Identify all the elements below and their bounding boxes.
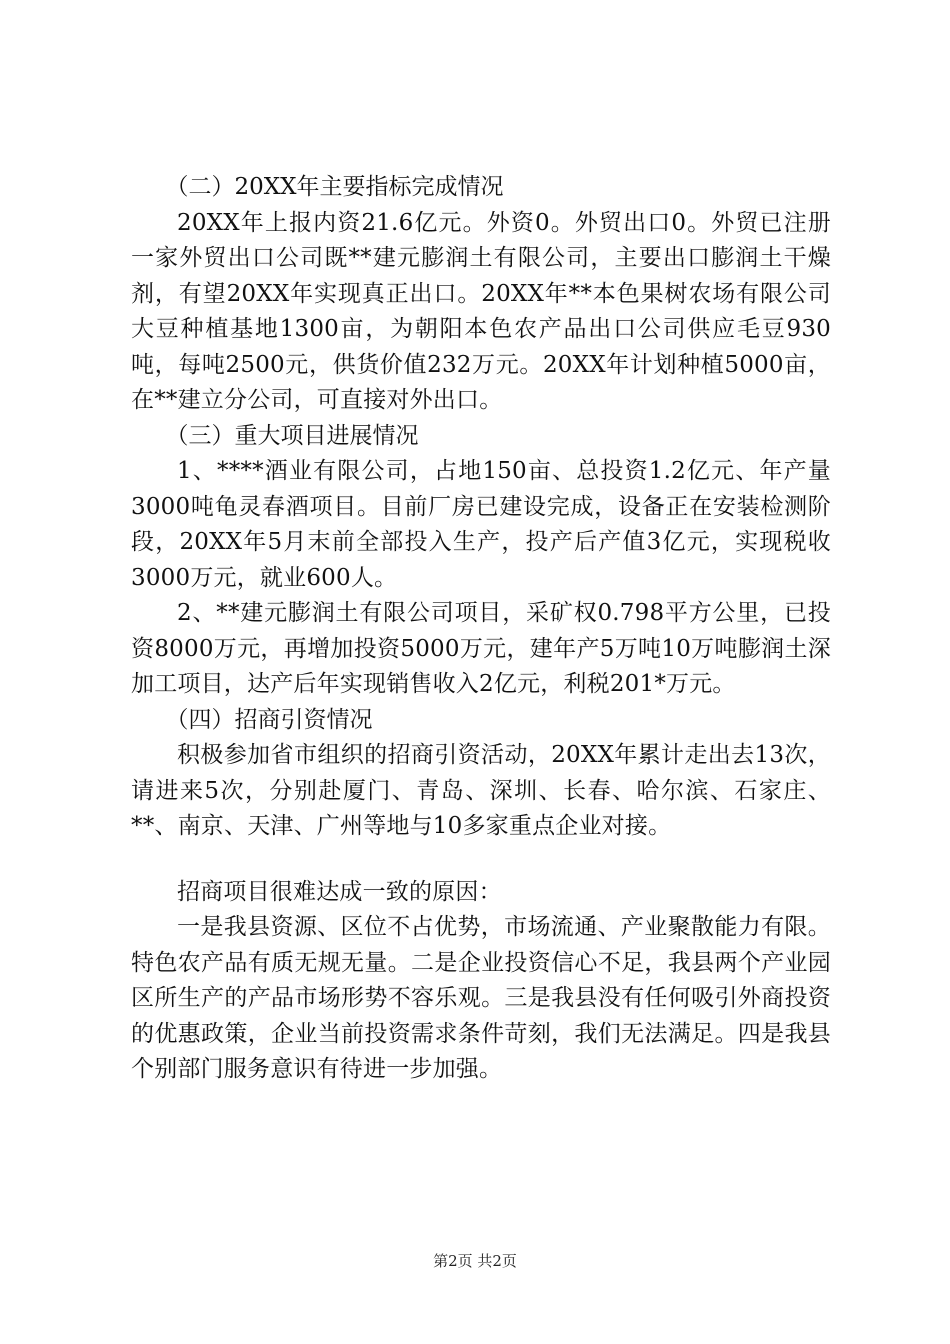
paragraph-reasons-intro: 招商项目很难达成一致的原因：	[177, 878, 502, 905]
document-body	[131, 170, 831, 1088]
paragraph-project-1: 1、****酒业有限公司，占地150亩、总投资1.2亿元、年产量3000吨龟灵春酒项目。目前厂房已建设完成，设备正在安装检测阶段，20XX年5月末前全部投入生产，投产后产值3亿元，实现税收3000万元，就业600人。	[131, 458, 831, 591]
page-footer: 第2页 共2页	[433, 1252, 517, 1270]
section-heading-major-projects: （三）重大项目进展情况	[165, 422, 419, 449]
paragraph-investment: 积极参加省市组织的招商引资活动，20XX年累计走出去13次，请进来5次，分别赴厦门、青岛、深圳、长春、哈尔滨、石家庄、**、南京、天津、广州等地与10多家重点企业对接。	[131, 742, 831, 839]
paragraph-reasons: 一是我县资源、区位不占优势，市场流通、产业聚散能力有限。特色农产品有质无规无量。二是企业投资信心不足，我县两个产业园区所生产的产品市场形势不容乐观。三是我县没有任何吸引外商投资的优惠政策，企业当前投资需求条件苛刻，我们无法满足。四是我县个别部门服务意识有待进一步加强。	[131, 914, 831, 1082]
section-heading-indicators: （二）20XX年主要指标完成情况	[165, 174, 504, 200]
section-heading-investment: （四）招商引资情况	[165, 706, 373, 733]
paragraph-spacer	[131, 845, 831, 875]
paragraph-project-2: 2、**建元膨润土有限公司项目，采矿权0.798平方公里，已投资8000万元，再增加投资5000万元，建年产5万吨10万吨膨润土深加工项目，达产后年实现销售收入2亿元，利税201*万元。	[131, 600, 831, 697]
paragraph-indicators: 20XX年上报内资21.6亿元。外资0。外贸出口0。外贸已注册一家外贸出口公司既**建元膨润土有限公司，主要出口膨润土干燥剂，有望20XX年实现真正出口。20XX年**本色果树农场有限公司大豆种植基地1300亩，为朝阳本色农产品出口公司供应毛豆930吨，每吨2500元，供货价值232万元。20XX年计划种植5000亩，在**建立分公司，可直接对外出口。	[131, 209, 831, 413]
